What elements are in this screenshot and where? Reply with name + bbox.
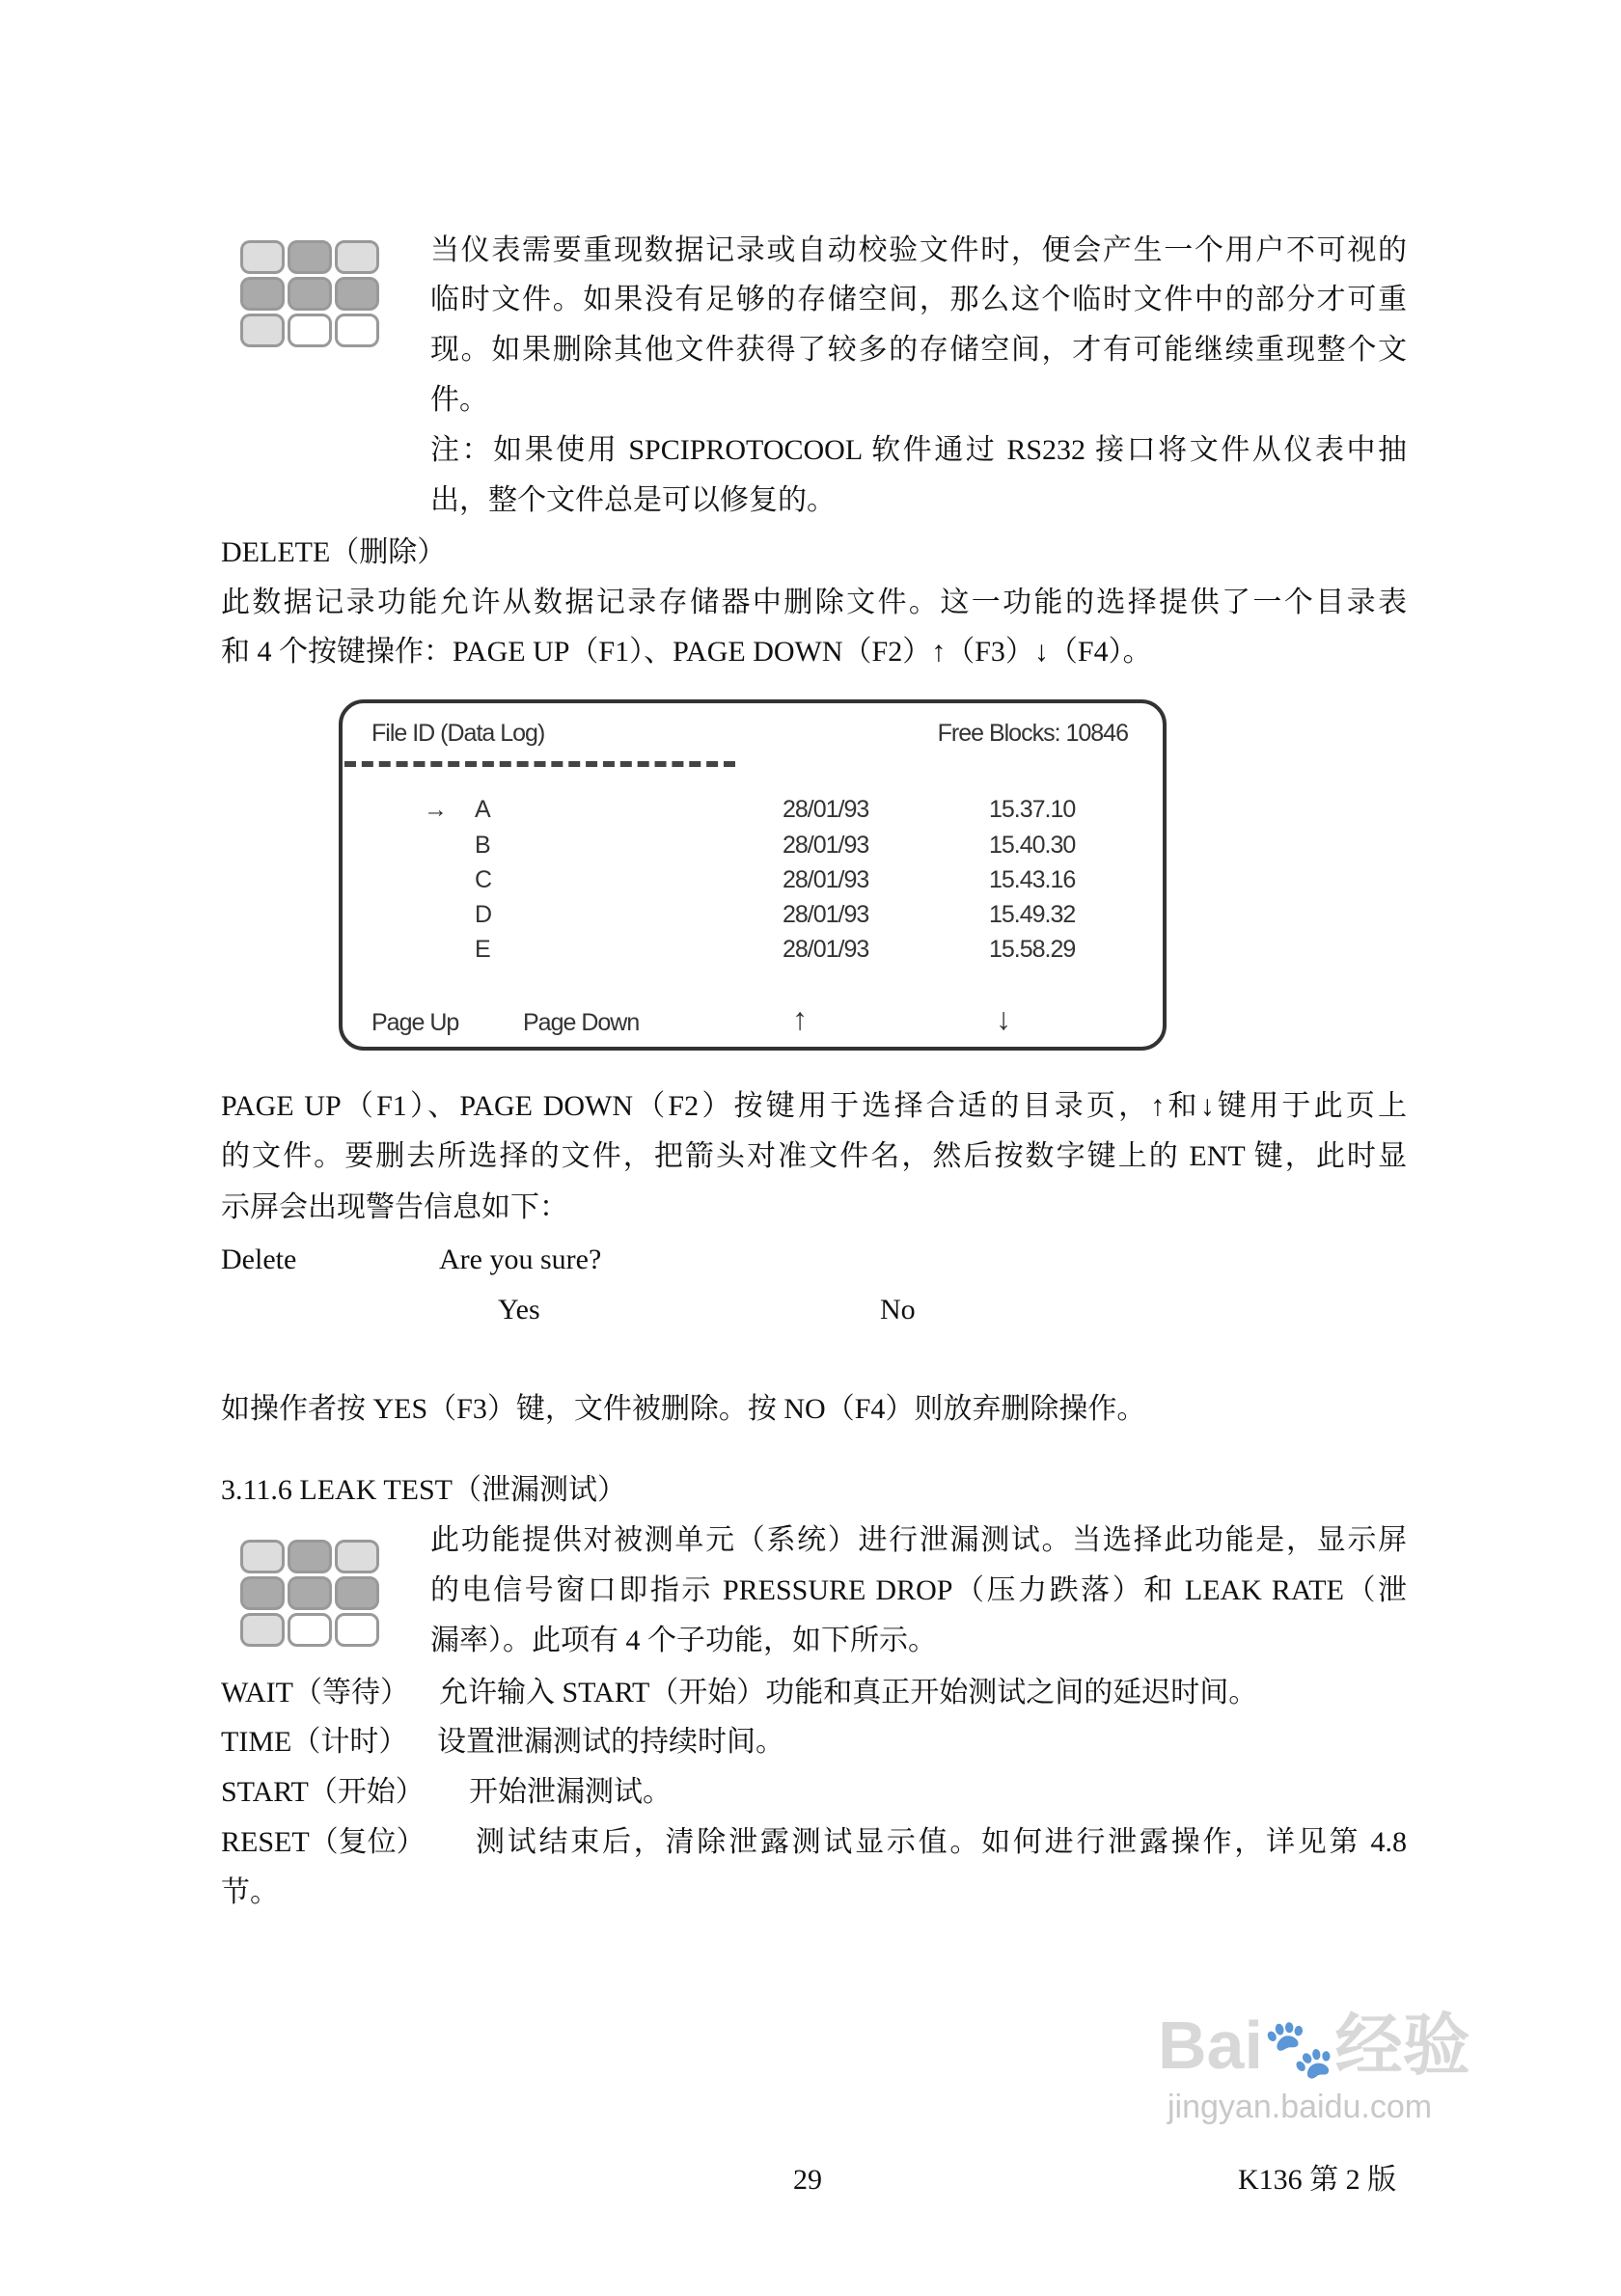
key-icon: [335, 277, 379, 311]
note-line: 出，整个文件总是可以修复的。: [430, 484, 836, 516]
file-time: 15.58.29: [989, 936, 1076, 963]
key-icon: [335, 1576, 379, 1610]
file-date: 28/01/93: [783, 901, 869, 928]
divider: [344, 761, 735, 767]
paragraph-line: 的电信号窗口即指示 PRESSURE DROP（压力跌落）和 LEAK RATE（泄: [430, 1574, 1407, 1606]
key-icon: [288, 1540, 332, 1573]
key-icon: [288, 240, 332, 274]
key-icon: [335, 1540, 379, 1573]
key-icon: [288, 1576, 332, 1610]
file-time: 15.37.10: [989, 796, 1076, 823]
pointer-arrow-icon: →: [424, 796, 447, 823]
item-term: START（开始）: [221, 1776, 425, 1808]
page-number: 29: [793, 2164, 822, 2196]
key-icon: [240, 277, 285, 311]
key-icon: [240, 1576, 285, 1610]
file-date: 28/01/93: [783, 936, 869, 963]
paragraph-line: 示屏会出现警告信息如下：: [221, 1191, 568, 1223]
item-term: RESET（复位）: [221, 1826, 426, 1858]
paragraph-line: 如操作者按 YES（F3）键，文件被删除。按 NO（F4）则放弃删除操作。: [221, 1393, 1146, 1425]
key-icon: [288, 277, 332, 311]
paragraph-line: 现。如果删除其他文件获得了较多的存储空间，才有可能继续重现整个文: [430, 334, 1407, 366]
key-icon: [335, 1613, 379, 1647]
item-desc: 开始泄漏测试。: [469, 1776, 672, 1808]
key-icon: [288, 1613, 332, 1647]
free-blocks: Free Blocks: 10846: [937, 720, 1128, 747]
file-id[interactable]: E: [475, 936, 490, 963]
note-line: 注：如果使用 SPCIPROTOCOOL 软件通过 RS232 接口将文件从仪表中抽: [430, 434, 1407, 466]
key-icon: [240, 1613, 285, 1647]
item-term: TIME（计时）: [221, 1726, 408, 1758]
screen-title: File ID (Data Log): [371, 720, 545, 747]
file-id[interactable]: A: [475, 796, 490, 823]
warning-label: Delete: [221, 1244, 297, 1275]
delete-heading: DELETE（删除）: [221, 536, 447, 568]
file-time: 15.49.32: [989, 901, 1076, 928]
file-id[interactable]: B: [475, 832, 490, 859]
softkey-up-arrow-icon[interactable]: ↑: [792, 1001, 807, 1036]
paragraph-line: 和 4 个按键操作：PAGE UP（F1）、PAGE DOWN（F2）↑（F3）↓（F4）。: [221, 636, 1152, 668]
item-desc: 测试结束后，清除泄露测试显示值。如何进行泄露操作，详见第 4.8: [476, 1826, 1407, 1858]
paragraph-line: 漏率）。此项有 4 个子功能，如下所示。: [430, 1625, 937, 1656]
item-desc: 设置泄漏测试的持续时间。: [437, 1726, 784, 1758]
paragraph-line: 此数据记录功能允许从数据记录存储器中删除文件。这一功能的选择提供了一个目录表: [221, 587, 1407, 618]
file-id[interactable]: C: [475, 866, 492, 893]
warning-question: Are you sure?: [439, 1244, 602, 1275]
paragraph-line: 当仪表需要重现数据记录或自动校验文件时，便会产生一个用户不可视的: [430, 234, 1407, 266]
edition-label: K136 第 2 版: [1238, 2164, 1397, 2196]
file-date: 28/01/93: [783, 866, 869, 893]
softkey-page-up[interactable]: Page Up: [371, 1009, 459, 1036]
file-time: 15.40.30: [989, 832, 1076, 859]
warning-no: No: [880, 1294, 916, 1326]
softkey-page-down[interactable]: Page Down: [523, 1009, 640, 1036]
file-time: 15.43.16: [989, 866, 1076, 893]
file-list-screen: [339, 699, 1167, 1051]
paragraph-line: 的文件。要删去所选择的文件，把箭头对准文件名，然后按数字键上的 ENT 键，此时显: [221, 1140, 1407, 1172]
key-icon: [240, 1540, 285, 1573]
item-desc: 允许输入 START（开始）功能和真正开始测试之间的延迟时间。: [439, 1677, 1258, 1708]
paragraph-line: PAGE UP（F1）、PAGE DOWN（F2）按键用于选择合适的目录页，↑和↓键用于此页上: [221, 1090, 1407, 1122]
paragraph-line: 节。: [221, 1876, 279, 1908]
file-id[interactable]: D: [475, 901, 492, 928]
paragraph-line: 此功能提供对被测单元（系统）进行泄漏测试。当选择此功能是，显示屏: [430, 1524, 1407, 1556]
section-heading: 3.11.6 LEAK TEST（泄漏测试）: [221, 1474, 626, 1506]
paragraph-line: 临时文件。如果没有足够的存储空间，那么这个临时文件中的部分才可重: [430, 284, 1407, 315]
file-date: 28/01/93: [783, 796, 869, 823]
warning-yes: Yes: [498, 1294, 540, 1326]
key-icon: [240, 314, 285, 347]
softkey-down-arrow-icon[interactable]: ↓: [996, 1001, 1010, 1036]
paragraph-line: 件。: [430, 384, 488, 416]
key-icon: [240, 240, 285, 274]
keypad-icon: [240, 1540, 383, 1650]
key-icon: [335, 314, 379, 347]
file-date: 28/01/93: [783, 832, 869, 859]
item-term: WAIT（等待）: [221, 1677, 409, 1708]
baidu-watermark: Bai🐾经验 jingyan.baidu.com: [1158, 2008, 1470, 2125]
key-icon: [335, 240, 379, 274]
key-icon: [288, 314, 332, 347]
keypad-icon: [240, 240, 383, 350]
